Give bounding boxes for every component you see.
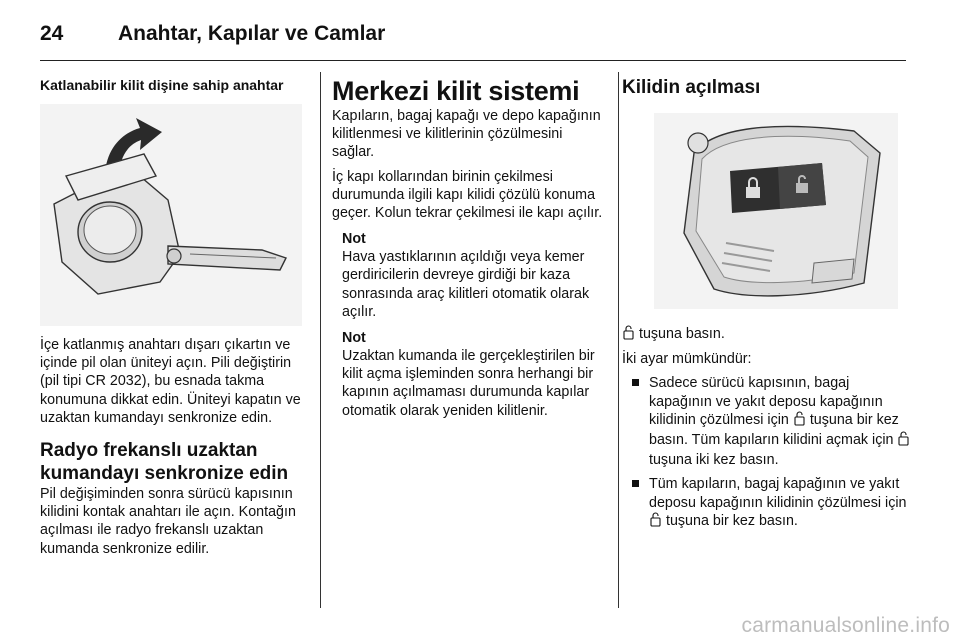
unlock-padlock-icon <box>650 512 661 532</box>
bullet-square <box>632 379 639 386</box>
note-relock <box>332 329 607 420</box>
watermark-text: carmanualsonline.info <box>741 614 950 637</box>
bullet1-text-b: tuşuna bir kez basın. Tüm kapıların kilidini açmak için <box>649 411 899 449</box>
foldable-key-illustration <box>40 104 302 326</box>
column-middle <box>332 76 607 420</box>
page-number: 24 <box>40 22 64 45</box>
bullet2-text-a: Tüm kapıların, bagaj kapağının ve yakıt deposu kapağının kilidinin çözülmesi için <box>649 476 907 511</box>
note-label: Not <box>342 231 366 248</box>
chapter-title: Anahtar, Kapılar ve Camlar <box>118 22 386 45</box>
two-settings-text: İki ayar mümkündür: <box>622 351 752 368</box>
list-item <box>622 374 912 469</box>
list-item <box>622 475 912 532</box>
header-rule <box>40 60 906 61</box>
press-text: tuşuna basın. <box>638 326 725 342</box>
heading-sync-remote: Radyo frekanslı uzaktan kumandayı senkronize edin <box>40 440 289 485</box>
note-airbag <box>332 230 607 321</box>
bullet-square <box>632 480 639 487</box>
unlock-padlock-icon <box>794 411 805 431</box>
unlock-padlock-icon <box>898 431 909 451</box>
bullet1-text-c: tuşuna iki kez basın. <box>649 452 779 469</box>
battery-replacement-text: İçe katlanmış anahtarı dışarı çıkartın ve içinde pil olan üniteyi açın. Pili değiştirin (pil tipi CR 2032), bu esnada takma konumuna dikkat edin. Üniteyi kapatın ve uzaktan kumandayı senkronize edin. <box>40 337 301 426</box>
heading-central-locking: Merkezi kilit sistemi <box>332 76 580 106</box>
note-airbag-text: Hava yastıklarının açıldığı veya kemer gerdiricilerin devreye girdiği bir kaza sonrasında araç kilitleri otomatik olarak açılır. <box>342 249 590 320</box>
bullet1-text-a: Sadece sürücü kapısının, bagaj kapağının ve yakıt deposu kapağının kilidinin çözülmesi için <box>649 375 883 428</box>
column-left <box>40 76 306 558</box>
remote-key-illustration <box>654 113 898 309</box>
column-right <box>622 76 912 532</box>
press-unlock-line <box>622 325 912 345</box>
note-label: Not <box>342 330 366 347</box>
column-divider-1 <box>320 72 321 608</box>
sync-remote-text: Pil değişiminden sonra sürücü kapısının kilidini kontak anahtarı ile açın. Kontağın açılması ile radyo frekanslı uzaktan kumanda senkronize edilir. <box>40 486 296 557</box>
unlock-padlock-icon <box>623 325 634 345</box>
bullet2-text-b: tuşuna bir kez basın. <box>665 512 798 529</box>
note-relock-text: Uzaktan kumanda ile gerçekleştirilen bir kilit açma işleminden sonra herhangi bir kapının açılmaması durumunda kapılar otomatik olarak yeniden kilitlenir. <box>342 348 595 419</box>
central-locking-intro: Kapıların, bagaj kapağı ve depo kapağının kilitlenmesi ve kilitlerinin çözülmesini sağlar. <box>332 108 601 161</box>
page-header <box>40 16 920 60</box>
subheading-foldable-key: Katlanabilir kilit dişine sahip anahtar <box>40 77 284 93</box>
inner-handle-text: İç kapı kollarından birinin çekilmesi durumunda ilgili kapı kilidi çözülü konuma geçer. Kolun tekrar çekilmesi ile kapı açılır. <box>332 168 603 222</box>
heading-unlocking: Kilidin açılması <box>622 77 761 98</box>
column-divider-2 <box>618 72 619 608</box>
